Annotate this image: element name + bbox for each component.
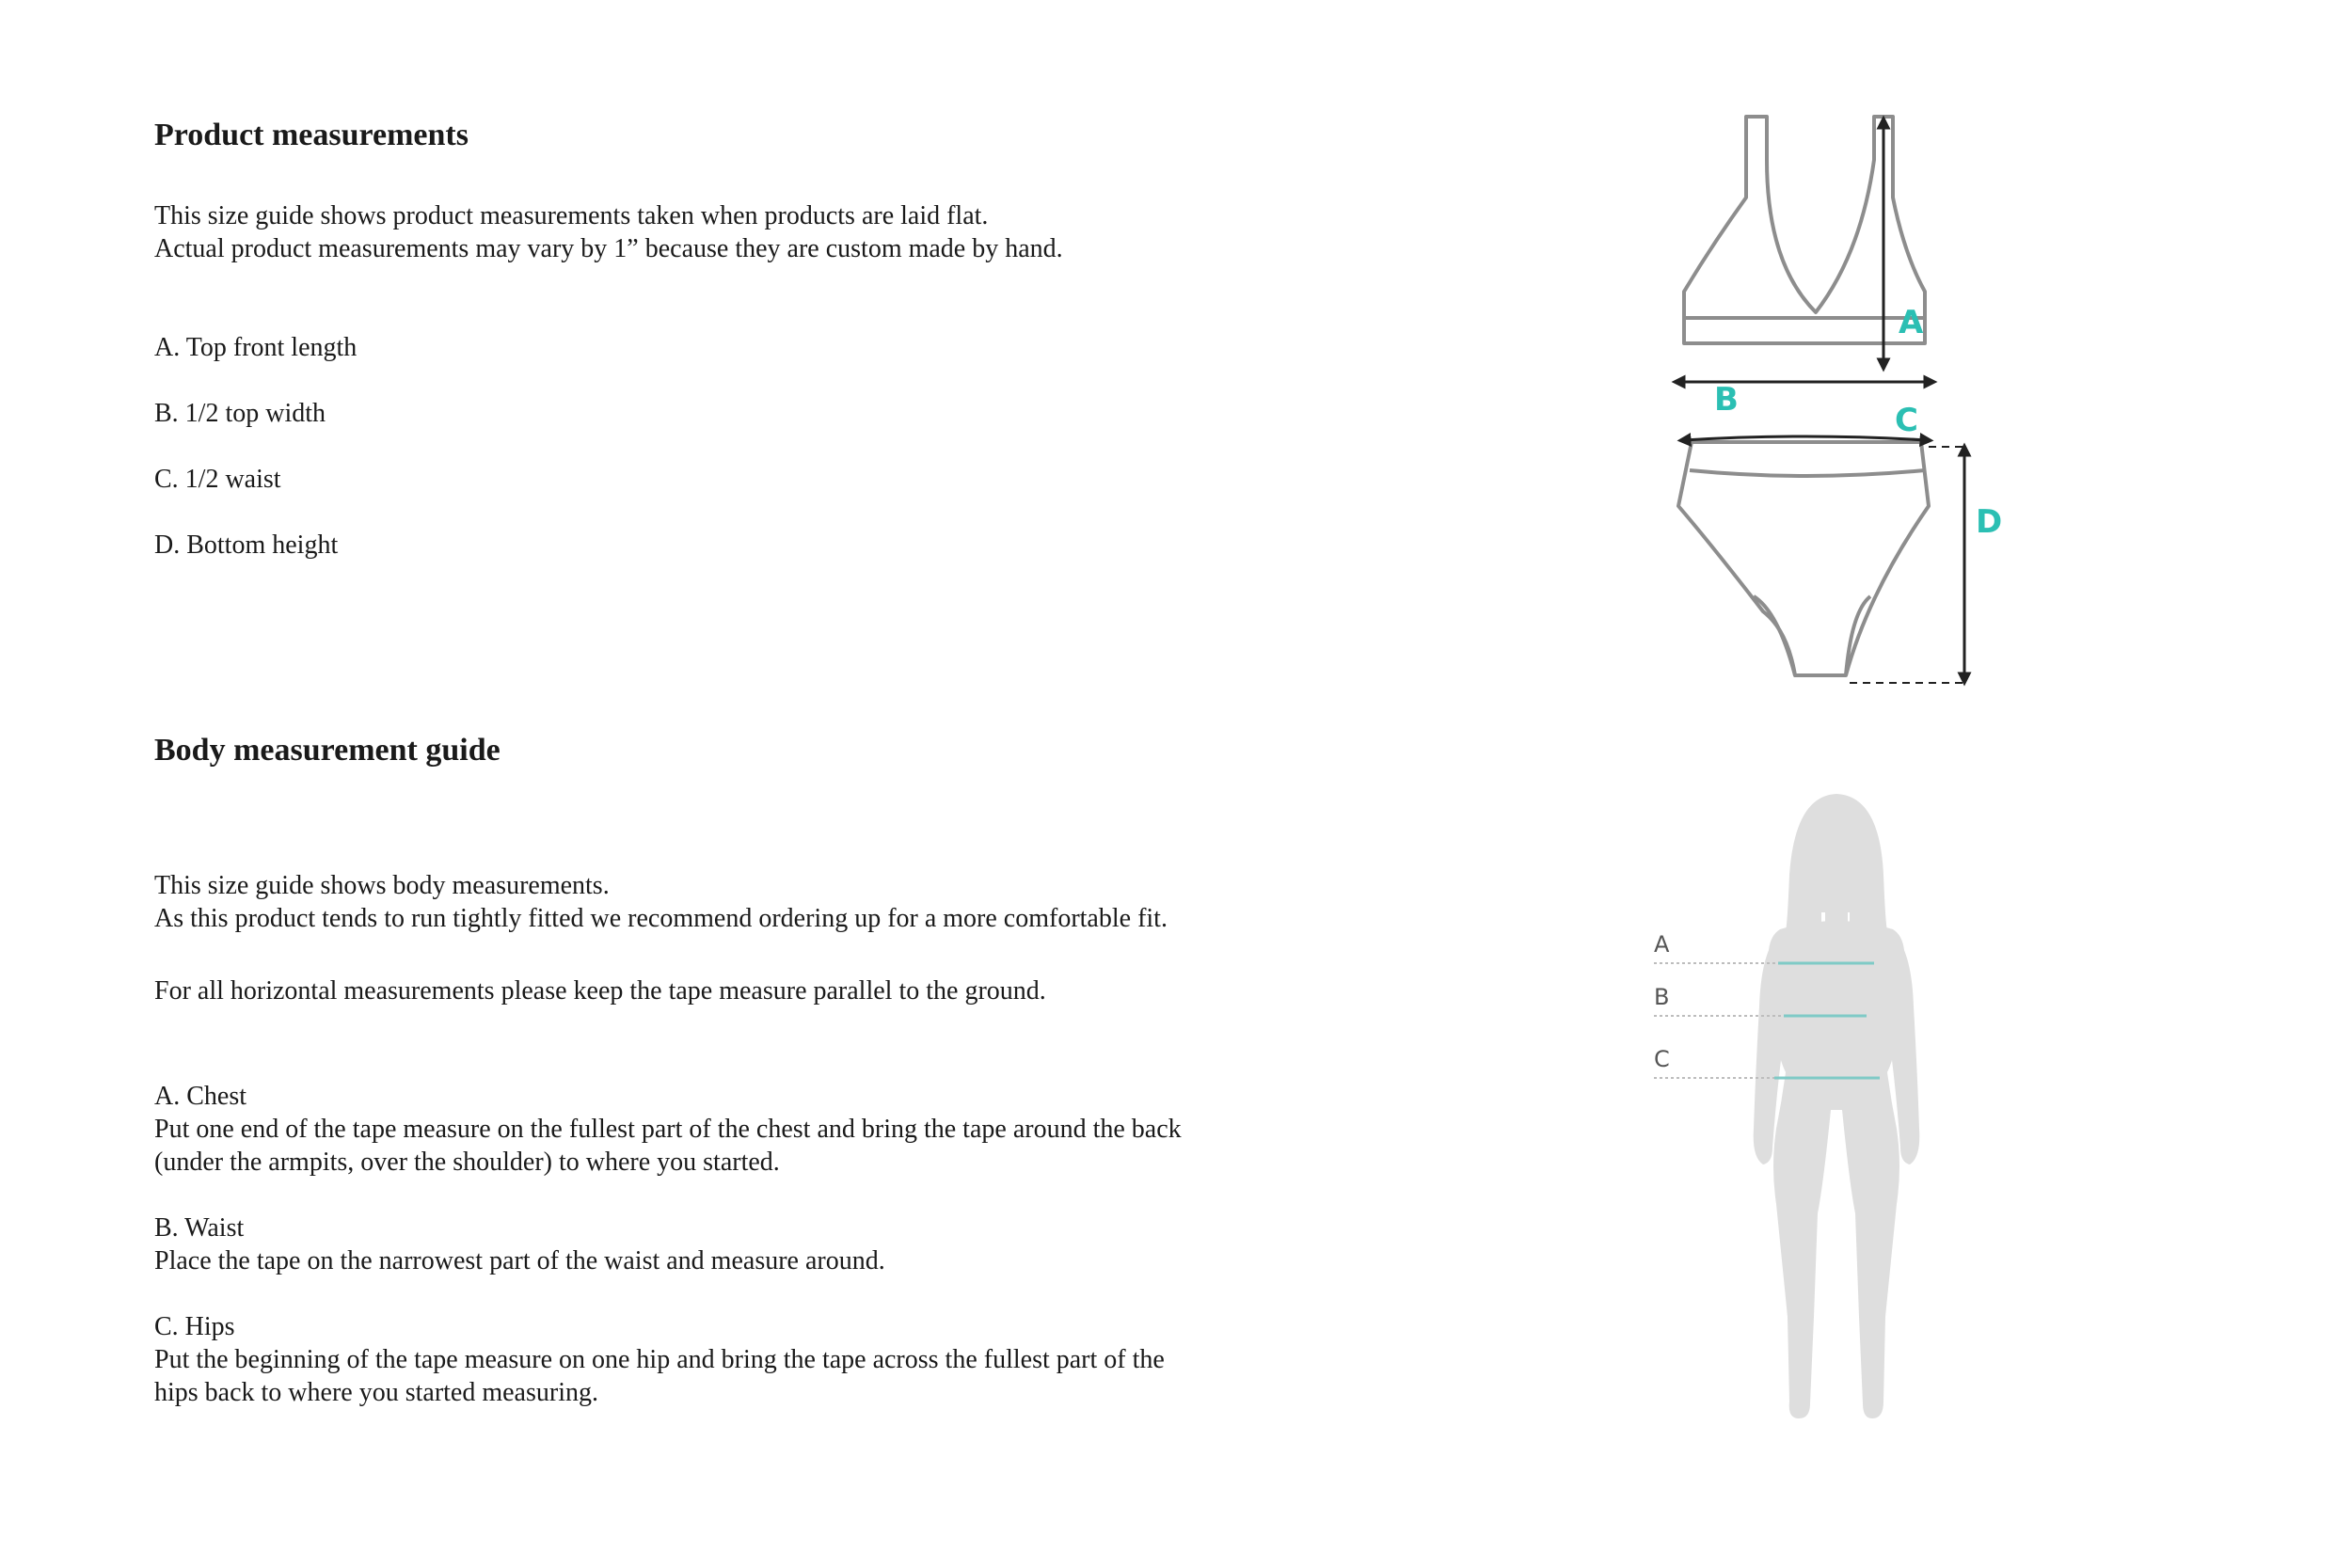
- product-item-a: A. Top front length: [154, 333, 358, 362]
- product-intro: [154, 199, 1283, 265]
- product-intro-line-1: This size guide shows product measurements taken when products are laid flat.: [154, 201, 989, 230]
- figure-label-c: C: [1654, 1046, 1670, 1072]
- chest-line-2: (under the armpits, over the shoulder) to where you started.: [154, 1148, 780, 1177]
- waist-title: B. Waist: [154, 1213, 245, 1243]
- chest-line-1: Put one end of the tape measure on the fullest part of the chest and bring the tape around the back: [154, 1115, 1182, 1144]
- body-intro-line-1: This size guide shows body measurements.: [154, 871, 610, 900]
- chest-title: A. Chest: [154, 1082, 246, 1111]
- hips-instructions: [154, 1310, 1283, 1409]
- tape-note: For all horizontal measurements please keep the tape measure parallel to the ground.: [154, 976, 1046, 1006]
- product-item-c: C. 1/2 waist: [154, 465, 281, 494]
- diagram-label-c: C: [1895, 402, 1918, 439]
- waist-instructions: [154, 1212, 1283, 1277]
- bikini-top-outline: [1684, 117, 1925, 343]
- product-intro-line-2: Actual product measurements may vary by 1” because they are custom made by hand.: [154, 234, 1063, 263]
- figure-label-b: B: [1654, 984, 1670, 1010]
- body-measurement-title: Body measurement guide: [154, 733, 501, 768]
- silhouette-shape: [1754, 794, 1920, 1418]
- chest-instructions: [154, 1080, 1283, 1179]
- body-silhouette-figure: [1637, 790, 1957, 1430]
- hips-line-2: hips back to where you started measuring.: [154, 1378, 598, 1407]
- body-intro-line-2: As this product tends to run tightly fitted we recommend ordering up for a more comfortable fit.: [154, 904, 1168, 933]
- body-intro: [154, 869, 1283, 935]
- bikini-measurement-diagram: [1656, 103, 2051, 705]
- hips-line-1: Put the beginning of the tape measure on one hip and bring the tape across the fullest part of the: [154, 1345, 1165, 1374]
- product-item-b: B. 1/2 top width: [154, 399, 326, 428]
- waist-line-1: Place the tape on the narrowest part of the waist and measure around.: [154, 1246, 885, 1275]
- product-item-d: D. Bottom height: [154, 531, 339, 560]
- diagram-label-d: D: [1976, 503, 2003, 541]
- bikini-bottom-outline: [1678, 442, 1929, 675]
- diagram-label-b: B: [1714, 381, 1739, 419]
- figure-label-a: A: [1654, 931, 1670, 958]
- hips-title: C. Hips: [154, 1312, 235, 1341]
- diagram-label-a: A: [1899, 304, 1924, 341]
- product-measurements-title: Product measurements: [154, 118, 469, 152]
